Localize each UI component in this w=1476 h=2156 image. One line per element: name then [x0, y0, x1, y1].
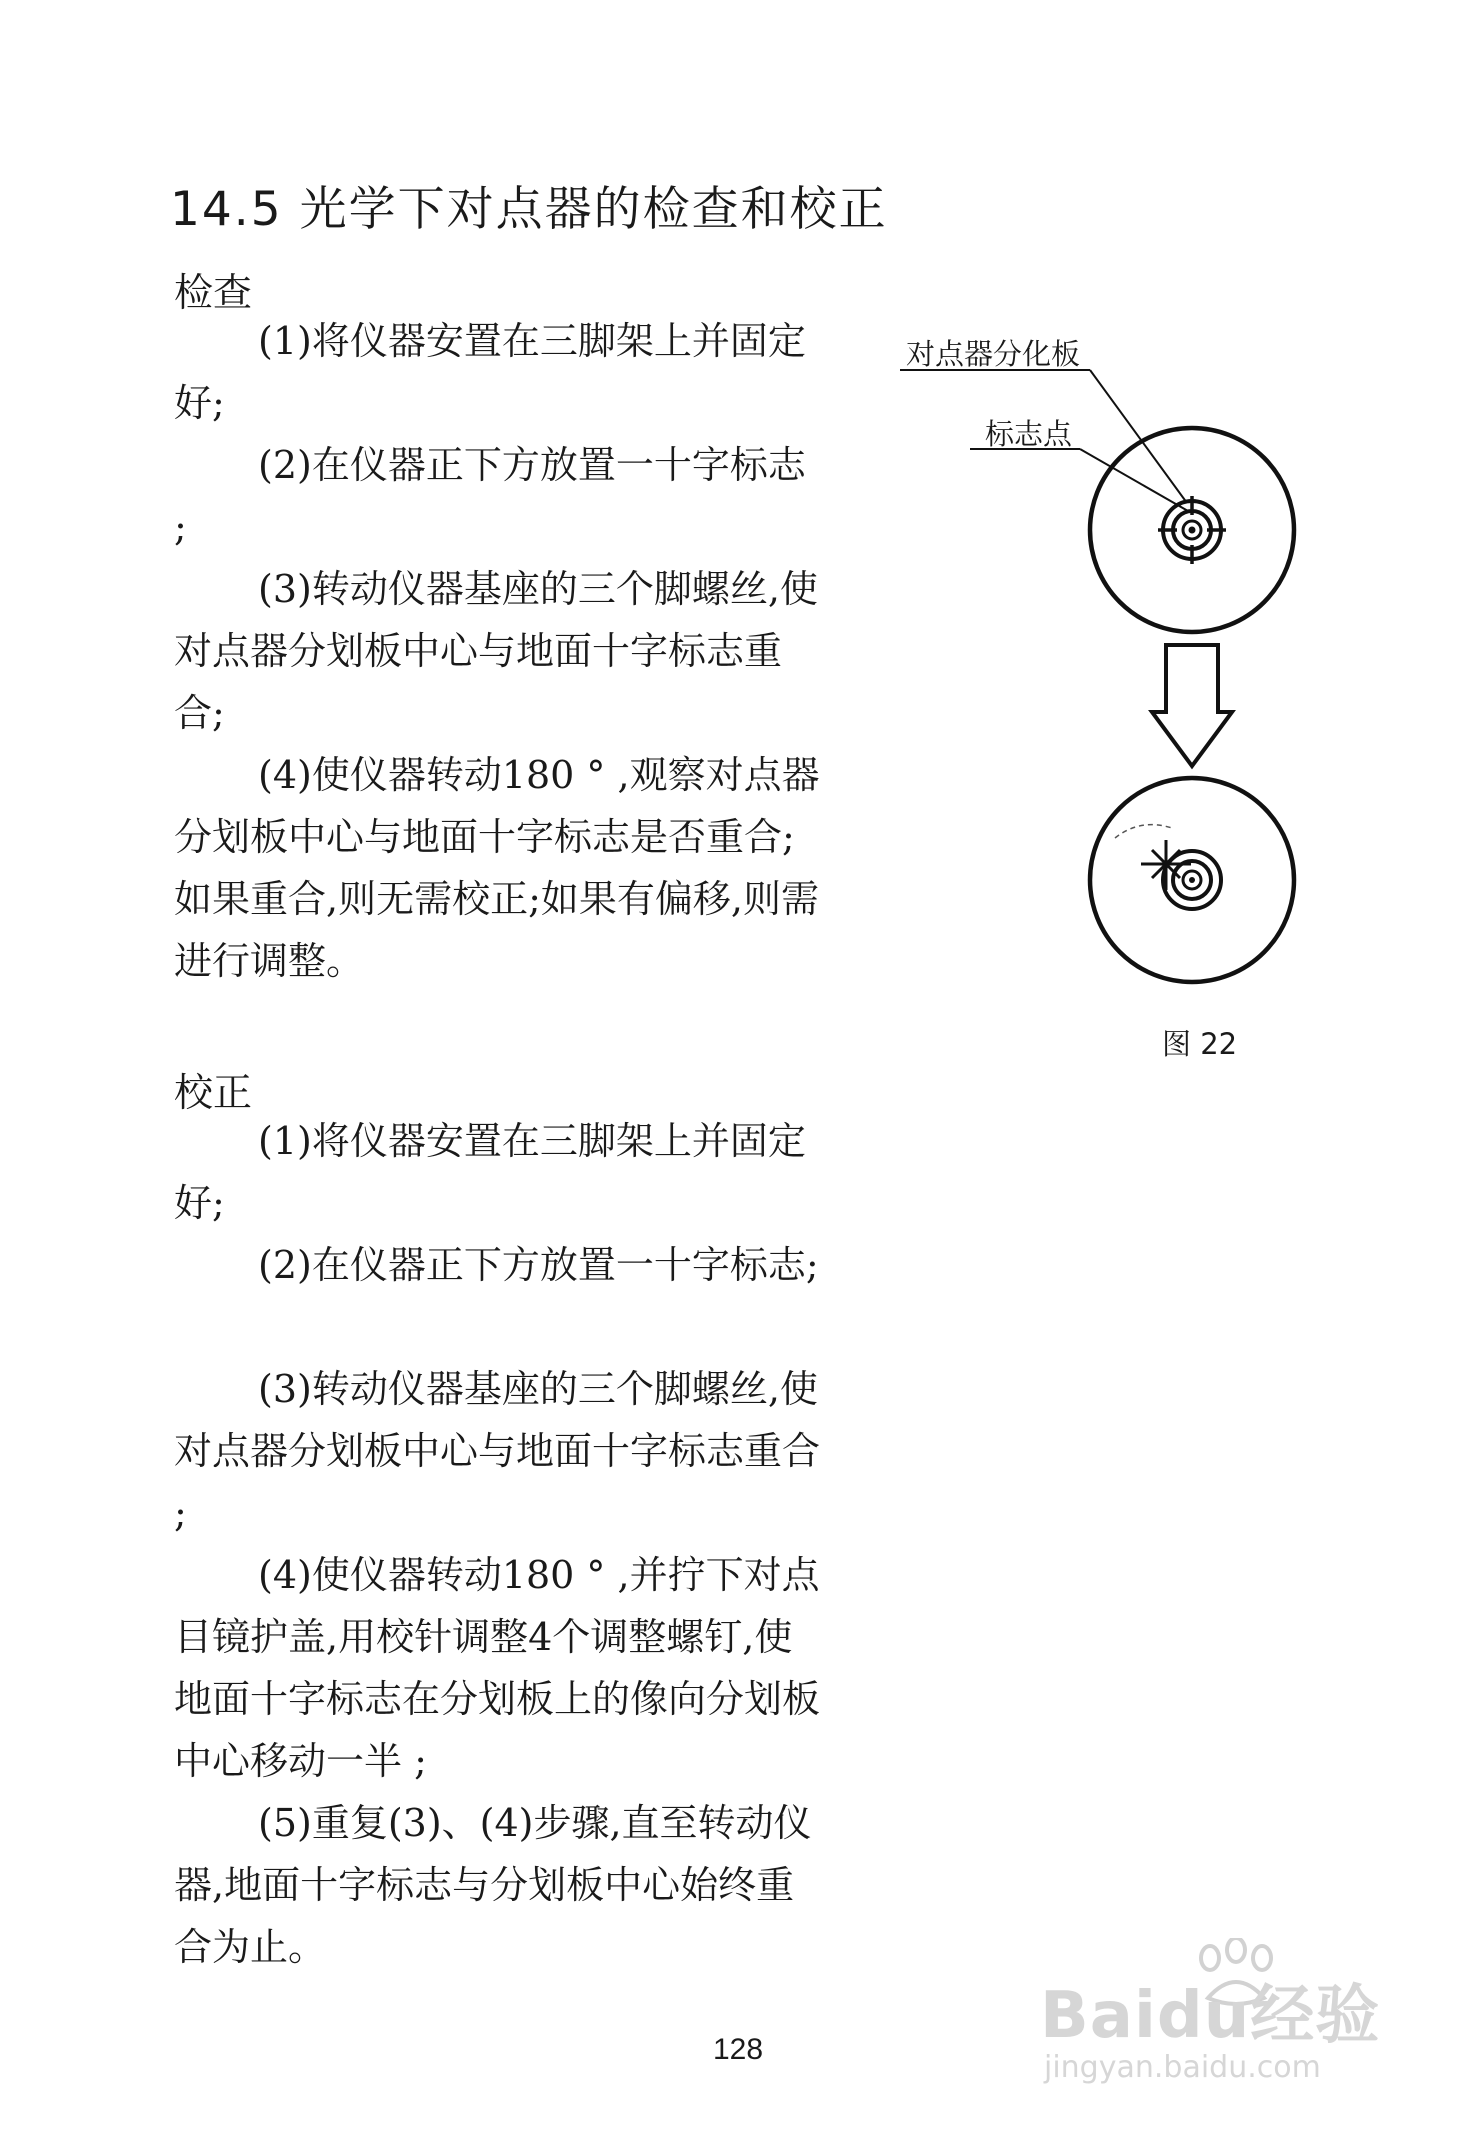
reticle-bottom [1090, 778, 1294, 982]
watermark-url: jingyan.baidu.com [1044, 2050, 1321, 2085]
check-step-1: (1)将仪器安置在三脚架上并固定好; [174, 319, 806, 425]
reticle-top [1090, 428, 1294, 632]
adjust-step-5: (5)重复(3)、(4)步骤,直至转动仪器,地面十字标志与分划板中心始终重合为止。 [174, 1801, 812, 1969]
figure-22-diagram [880, 340, 1320, 1000]
figure-label-mark: 标志点 [985, 417, 1073, 451]
figure-label-reticle: 对点器分化板 [906, 337, 1081, 371]
section-title: 14.5 光学下对点器的检查和校正 [170, 182, 888, 237]
adjust-step-1: (1)将仪器安置在三脚架上并固定好; [174, 1119, 806, 1225]
adjust-heading: 校正 [174, 1071, 253, 1116]
page-number: 128 [712, 2033, 764, 2066]
adjust-step-2: (2)在仪器正下方放置一十字标志; [258, 1243, 819, 1287]
figure-caption: 图 22 [1162, 1027, 1238, 1061]
check-step-4: (4)使仪器转动180 ° ,观察对点器分划板中心与地面十字标志是否重合;如果重合,则无需校正;如果有偏移,则需进行调整。 [174, 753, 820, 983]
adjust-step-4: (4)使仪器转动180 ° ,并拧下对点目镜护盖,用校针调整4个调整螺钉,使地面十字标志在分划板上的像向分划板中心移动一半 ; [174, 1553, 821, 1783]
check-step-3: (3)转动仪器基座的三个脚螺丝,使对点器分划板中心与地面十字标志重合; [174, 567, 818, 735]
adjust-step-3: (3)转动仪器基座的三个脚螺丝,使对点器分划板中心与地面十字标志重合 ; [174, 1367, 821, 1535]
check-step-2: (2)在仪器正下方放置一十字标志 ; [174, 443, 806, 549]
check-heading: 检查 [174, 271, 253, 316]
watermark-brand: Baidu经验 [1040, 1979, 1381, 2053]
down-arrow-icon [1152, 645, 1232, 766]
